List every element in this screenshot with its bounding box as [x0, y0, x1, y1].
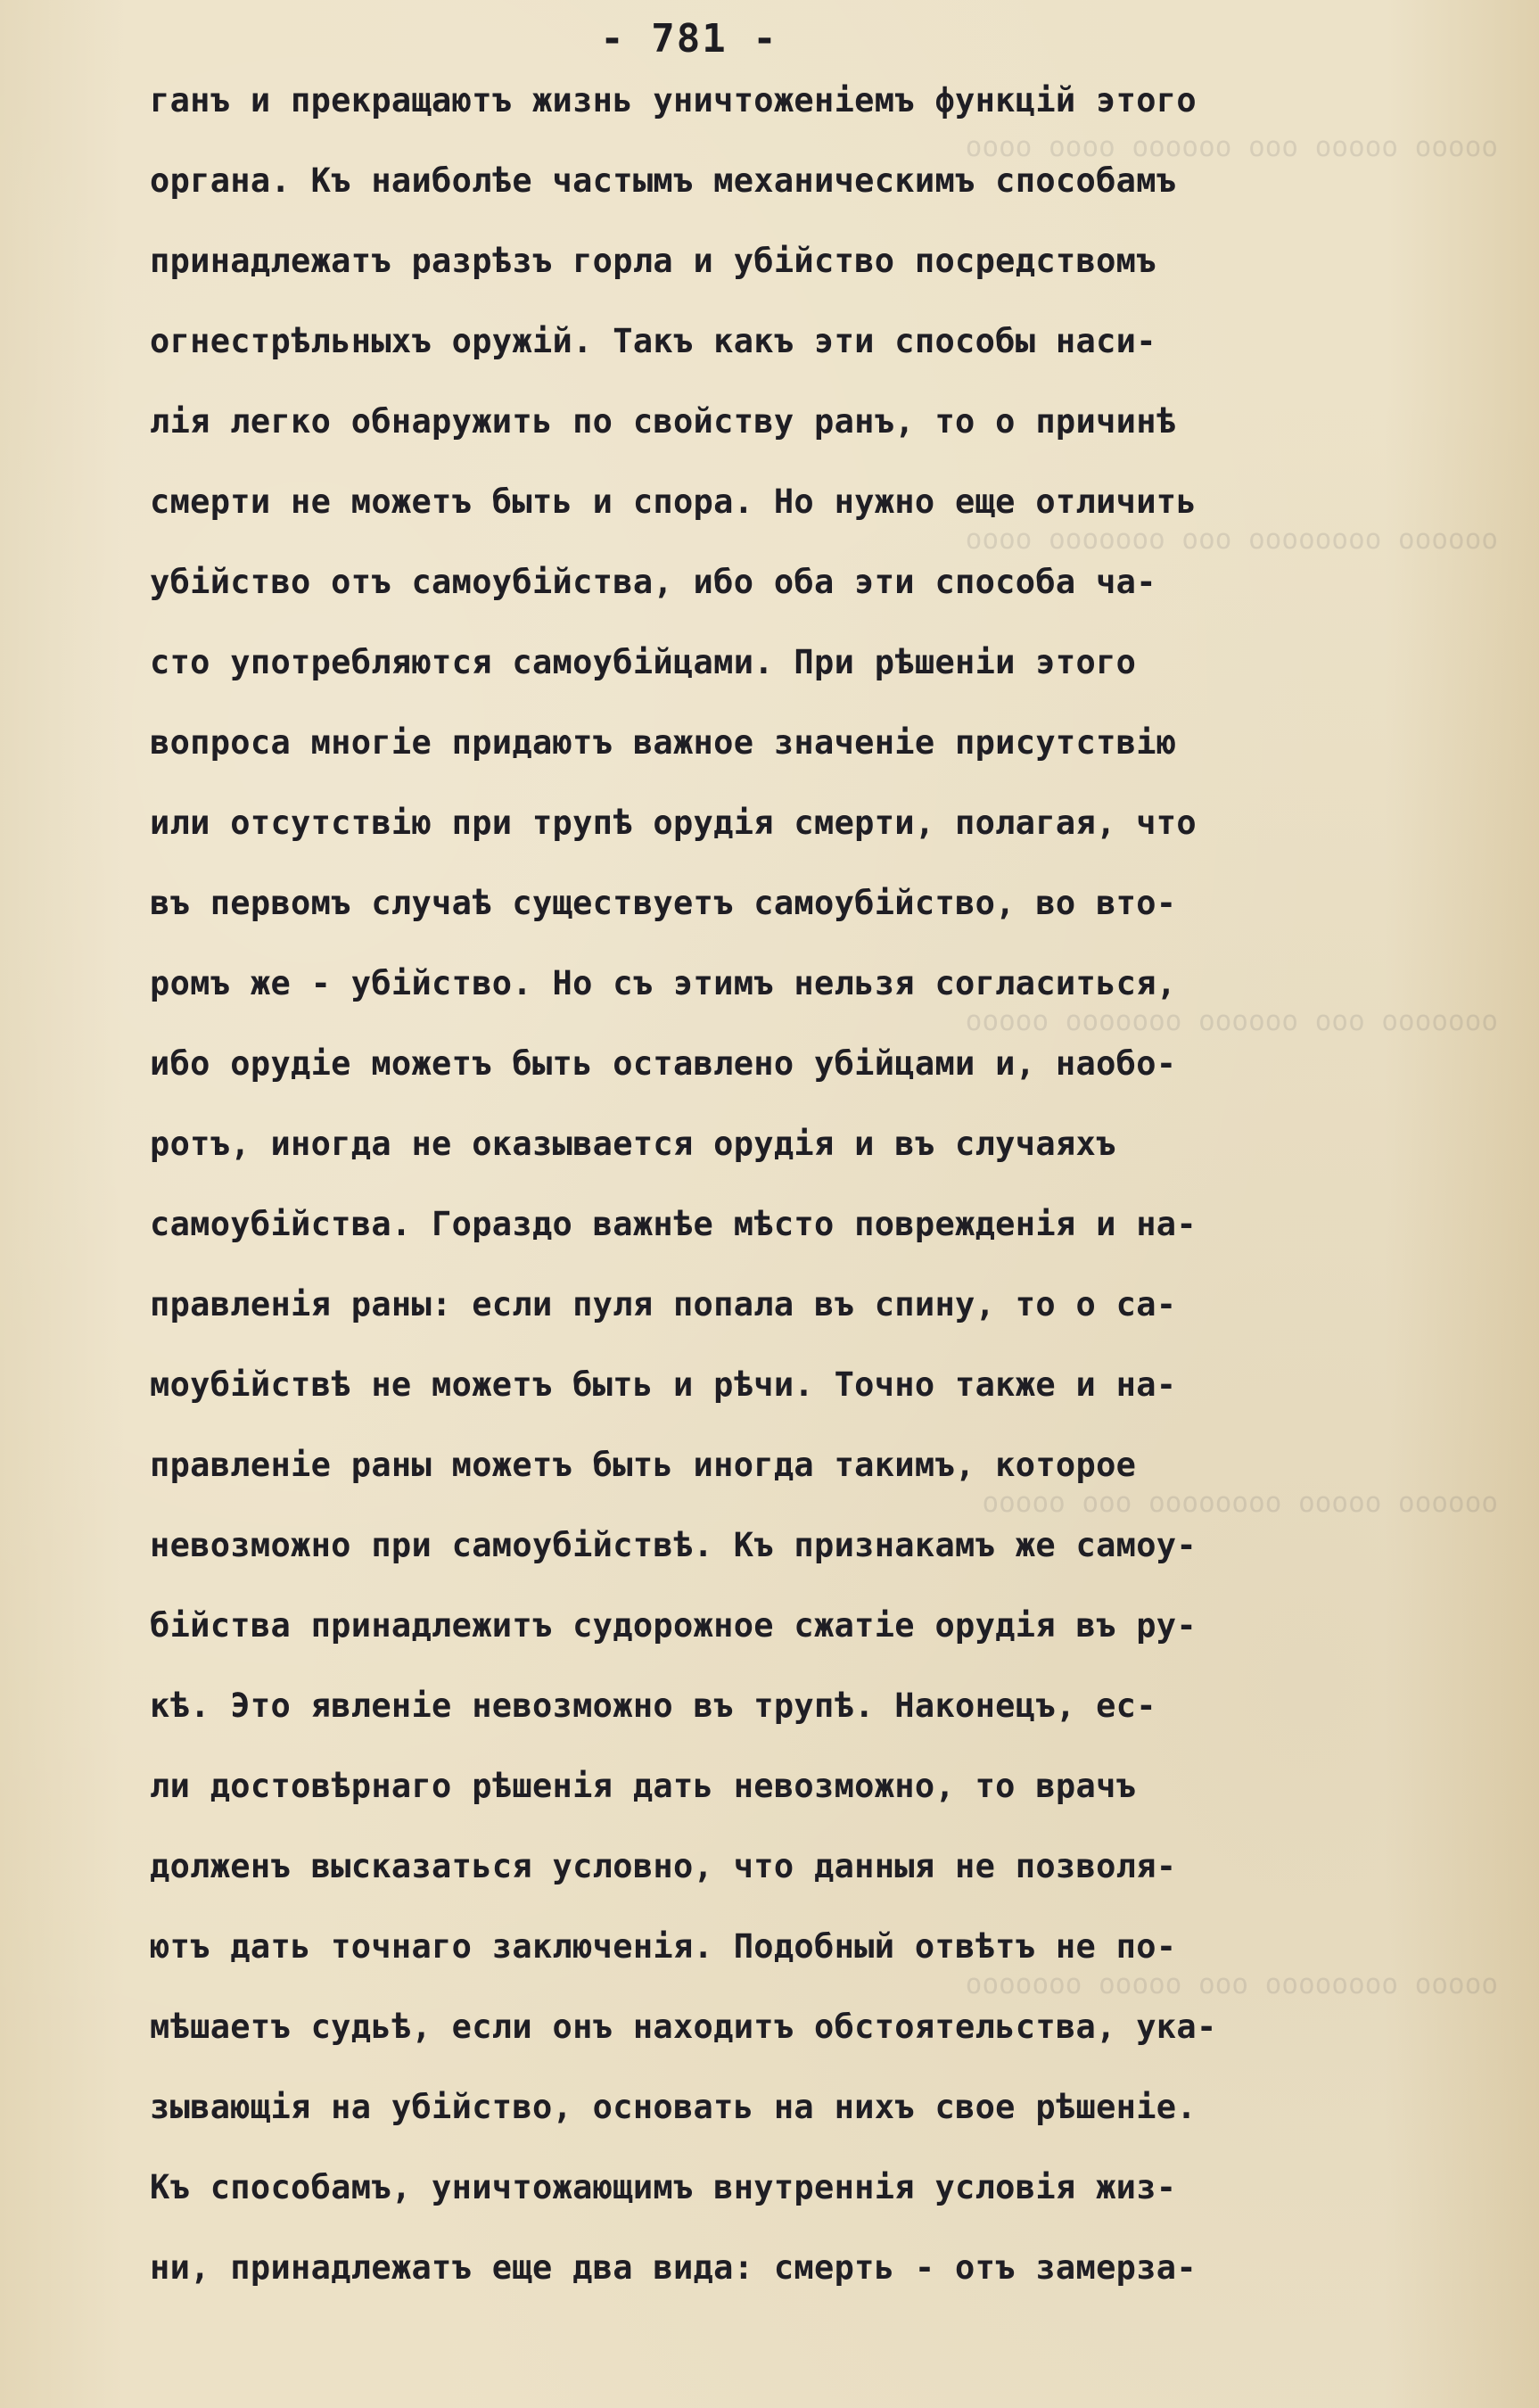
text-line: принадлежатъ разрѣзъ горла и убiйство посредствомъ [150, 242, 1156, 280]
text-line: ни, принадлежатъ еще два вида: смерть - отъ замерза- [150, 2248, 1197, 2287]
page-number: - 781 - [600, 16, 778, 62]
text-line: убiйство отъ самоубiйства, ибо оба эти способа ча- [150, 563, 1156, 601]
text-line: самоубiйства. Гораздо важнѣе мѣсто поврежденiя и на- [150, 1205, 1197, 1243]
show-through-texture: оооооо ооооо оооооооо ооо ооооо [982, 1487, 1498, 1519]
text-line: или отсутствiю при трупѣ орудiя смерти, полагая, что [150, 804, 1197, 842]
text-line: ибо орудiе можетъ быть оставлено убiйцами и, наобо- [150, 1044, 1177, 1083]
text-line: ютъ дать точнаго заключенiя. Подобный отвѣтъ не по- [150, 1927, 1177, 1966]
show-through-texture: ооооо оооооооо ооо ооооо ооооооо [965, 1968, 1498, 2000]
text-line: въ первомъ случаѣ существуетъ самоубiйство, во вто- [150, 884, 1177, 922]
text-line: правленiя раны: если пуля попала въ спину, то о са- [150, 1285, 1177, 1324]
text-line: ганъ и прекращаютъ жизнь уничтоженiемъ функцiй этого [150, 81, 1197, 120]
show-through-texture: ооооо ооооо ооо оооооо оооо оооо [965, 131, 1498, 163]
text-line: правленiе раны можетъ быть иногда такимъ, которое [150, 1446, 1137, 1484]
text-line: Къ способамъ, уничтожающимъ внутреннiя условiя жиз- [150, 2168, 1177, 2206]
text-line: органа. Къ наиболѣе частымъ механическимъ способамъ [150, 161, 1177, 200]
text-line: мѣшаетъ судьѣ, если онъ находитъ обстоятельства, ука- [150, 2008, 1217, 2046]
text-line: сто употребляются самоубiйцами. При рѣшенiи этого [150, 643, 1137, 681]
body-text [150, 61, 1487, 2308]
text-line: ротъ, иногда не оказывается орудiя и въ случаяхъ [150, 1125, 1116, 1163]
text-line: смерти не можетъ быть и спора. Но нужно еще отличить [150, 482, 1197, 521]
text-line: невозможно при самоубiйствѣ. Къ признакамъ же самоу- [150, 1526, 1197, 1564]
text-line: долженъ высказаться условно, что данныя не позволя- [150, 1847, 1177, 1885]
text-line: огнестрѣльныхъ оружiй. Такъ какъ эти способы наси- [150, 322, 1156, 360]
text-line: зывающiя на убiйство, основать на нихъ свое рѣшенiе. [150, 2088, 1197, 2126]
text-line: кѣ. Это явленiе невозможно въ трупѣ. Наконецъ, ес- [150, 1686, 1156, 1725]
text-line: ромъ же - убiйство. Но съ этимъ нельзя согласиться, [150, 964, 1177, 1002]
text-line: вопроса многiе придаютъ важное значенiе присутствiю [150, 723, 1177, 762]
text-line: бiйства принадлежитъ судорожное сжатiе орудiя въ ру- [150, 1606, 1197, 1645]
text-line: лiя легко обнаружить по свойству ранъ, то о причинѣ [150, 402, 1177, 441]
show-through-texture: оооооо оооооооо ооо ооооооо оооо [965, 524, 1498, 556]
text-line: ли достовѣрнаго рѣшенiя дать невозможно, то врачъ [150, 1767, 1137, 1805]
text-line: моубiйствѣ не можетъ быть и рѣчи. Точно также и на- [150, 1365, 1177, 1404]
show-through-texture: ооооооо ооо оооооо ооооооо ооооо [965, 1005, 1498, 1037]
